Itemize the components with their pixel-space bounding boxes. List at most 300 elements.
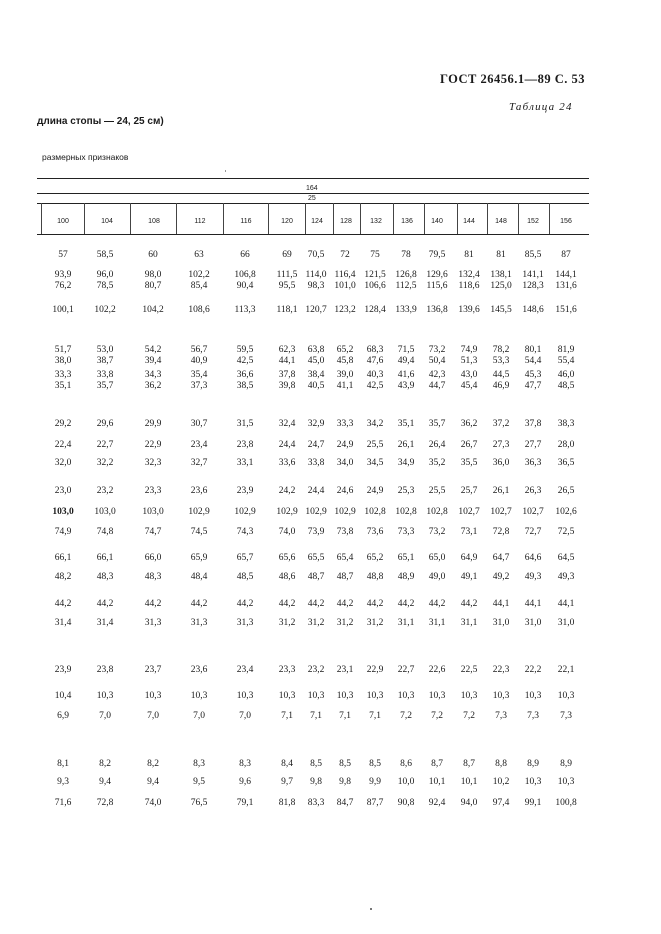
table-cell: 31,4: [54, 618, 72, 628]
document-code: ГОСТ 26456.1—89 С. 53: [440, 72, 586, 86]
table-cell: 102,9: [276, 507, 298, 517]
table-cell: 45,8: [336, 356, 354, 366]
table-cell: 49,0: [428, 572, 446, 582]
table-cell: 74,9: [460, 345, 478, 355]
table-cell: 43,9: [397, 381, 415, 391]
size-header: 100: [57, 218, 69, 225]
table-cell: 126,8: [395, 270, 417, 280]
size-header: 108: [148, 218, 160, 225]
table-cell: 133,9: [395, 305, 417, 315]
table-cell: 66,0: [144, 553, 162, 563]
table-cell: 116,4: [334, 270, 356, 280]
table-cell: 8,7: [431, 759, 443, 769]
table-cell: 37,8: [524, 419, 542, 429]
table-cell: 112,5: [395, 281, 417, 291]
size-header: 132: [370, 218, 382, 225]
table-cell: 23,2: [307, 665, 325, 675]
size-header: 156: [560, 218, 572, 225]
table-cell: 74,7: [144, 527, 162, 537]
table-cell: 31,2: [366, 618, 384, 628]
table-cell: 44,2: [96, 599, 114, 609]
table-cell: 31,0: [492, 618, 510, 628]
table-cell: 33,8: [96, 370, 114, 380]
table-cell: 9,8: [339, 777, 351, 787]
table-cell: 103,0: [52, 507, 74, 517]
table-cell: 53,0: [96, 345, 114, 355]
table-cell: 65,7: [236, 553, 254, 563]
table-cell: 24,9: [366, 486, 384, 496]
table-cell: 71,6: [54, 798, 72, 808]
table-cell: 8,8: [495, 759, 507, 769]
table-cell: 65,2: [336, 345, 354, 355]
table-cell: 38,4: [307, 370, 325, 380]
table-cell: 113,3: [234, 305, 256, 315]
table-cell: 28,0: [557, 440, 575, 450]
table-cell: 7,1: [369, 711, 381, 721]
table-cell: 106,8: [234, 270, 256, 280]
table-cell: 46,9: [492, 381, 510, 391]
table-cell: 76,5: [190, 798, 208, 808]
table-cell: 22,5: [460, 665, 478, 675]
table-cell: 10,3: [236, 691, 254, 701]
table-cell: 48,4: [190, 572, 208, 582]
table-cell: 73,9: [307, 527, 325, 537]
table-cell: 64,7: [492, 553, 510, 563]
table-cell: 87,7: [366, 798, 384, 808]
table-cell: 23,9: [54, 665, 72, 675]
table-cell: 85,4: [190, 281, 208, 291]
table-cell: 9,4: [99, 777, 111, 787]
table-cell: 41,1: [336, 381, 354, 391]
table-cell: 38,3: [557, 419, 575, 429]
table-cell: 23,1: [336, 665, 354, 675]
table-cell: 23,8: [236, 440, 254, 450]
size-header: 148: [495, 218, 507, 225]
table-cell: 36,5: [557, 458, 575, 468]
table-cell: 79,1: [236, 798, 254, 808]
table-cell: 7,0: [193, 711, 205, 721]
table-cell: 53,3: [492, 356, 510, 366]
table-cell: 65,0: [428, 553, 446, 563]
table-cell: 25,7: [460, 486, 478, 496]
table-cell: 102,7: [458, 507, 480, 517]
table-cell: 38,0: [54, 356, 72, 366]
table-cell: 74,9: [54, 527, 72, 537]
table-cell: 102,6: [555, 507, 577, 517]
table-cell: 25,5: [366, 440, 384, 450]
table-cell: 74,0: [144, 798, 162, 808]
table-cell: 64,9: [460, 553, 478, 563]
table-cell: 34,5: [366, 458, 384, 468]
table-cell: 72: [340, 250, 350, 260]
table-cell: 36,6: [236, 370, 254, 380]
table-cell: 22,1: [557, 665, 575, 675]
table-cell: 123,2: [334, 305, 356, 315]
table-cell: 81,8: [278, 798, 296, 808]
table-cell: 38,5: [236, 381, 254, 391]
table-cell: 73,8: [336, 527, 354, 537]
table-cell: 9,5: [193, 777, 205, 787]
table-cell: 10,3: [557, 691, 575, 701]
table-cell: 8,2: [99, 759, 111, 769]
table-cell: 32,3: [144, 458, 162, 468]
table-cell: 36,2: [460, 419, 478, 429]
table-cell: 56,7: [190, 345, 208, 355]
table-cell: 7,1: [339, 711, 351, 721]
table-cell: 81: [496, 250, 506, 260]
table-cell: 74,0: [278, 527, 296, 537]
table-cell: 128,3: [522, 281, 544, 291]
table-cell: 66,1: [54, 553, 72, 563]
table-cell: 35,2: [428, 458, 446, 468]
table-cell: 22,7: [397, 665, 415, 675]
table-cell: 84,7: [336, 798, 354, 808]
table-cell: 10,0: [397, 777, 415, 787]
size-header: 112: [194, 218, 206, 225]
table-cell: 81: [464, 250, 474, 260]
table-cell: 65,9: [190, 553, 208, 563]
table-cell: 102,2: [94, 305, 116, 315]
table-cell: 43,0: [460, 370, 478, 380]
table-cell: 118,1: [276, 305, 298, 315]
table-cell: 22,9: [366, 665, 384, 675]
table-cell: 129,6: [426, 270, 448, 280]
table-cell: 9,4: [147, 777, 159, 787]
table-cell: 25,5: [428, 486, 446, 496]
table-cell: 10,3: [492, 691, 510, 701]
table-cell: 44,2: [307, 599, 325, 609]
table-cell: 68,3: [366, 345, 384, 355]
table-cell: 26,7: [460, 440, 478, 450]
table-cell: 139,6: [458, 305, 480, 315]
table-cell: 29,2: [54, 419, 72, 429]
table-cell: 22,7: [96, 440, 114, 450]
table-cell: 48,5: [236, 572, 254, 582]
table-cell: 48,2: [54, 572, 72, 582]
table-cell: 7,0: [99, 711, 111, 721]
table-cell: 85,5: [524, 250, 542, 260]
table-cell: 48,5: [557, 381, 575, 391]
table-cell: 31,3: [144, 618, 162, 628]
table-cell: 66: [240, 250, 250, 260]
table-cell: 74,8: [96, 527, 114, 537]
table-cell: 44,1: [278, 356, 296, 366]
table-cell: 31,0: [524, 618, 542, 628]
table-cell: 106,6: [364, 281, 386, 291]
table-cell: 34,3: [144, 370, 162, 380]
table-cell: 7,2: [400, 711, 412, 721]
table-cell: 145,5: [490, 305, 512, 315]
table-cell: 7,2: [463, 711, 475, 721]
table-cell: 66,1: [96, 553, 114, 563]
table-cell: 93,9: [54, 270, 72, 280]
table-cell: 121,5: [364, 270, 386, 280]
table-cell: 22,9: [144, 440, 162, 450]
table-cell: 73,3: [397, 527, 415, 537]
table-cell: 29,9: [144, 419, 162, 429]
table-cell: 31,3: [236, 618, 254, 628]
table-cell: 128,4: [364, 305, 386, 315]
table-cell: 6,9: [57, 711, 69, 721]
table-cell: 87: [561, 250, 571, 260]
table-cell: 103,0: [94, 507, 116, 517]
table-cell: 26,5: [557, 486, 575, 496]
table-cell: 74,5: [190, 527, 208, 537]
table-cell: 63,8: [307, 345, 325, 355]
table-cell: 40,5: [307, 381, 325, 391]
table-cell: 36,3: [524, 458, 542, 468]
table-cell: 10,3: [557, 777, 575, 787]
table-cell: 100,1: [52, 305, 74, 315]
table-cell: 32,9: [307, 419, 325, 429]
table-cell: 24,9: [336, 440, 354, 450]
table-cell: 9,6: [239, 777, 251, 787]
table-cell: 32,4: [278, 419, 296, 429]
table-cell: 31,3: [190, 618, 208, 628]
table-cell: 48,9: [397, 572, 415, 582]
table-cell: 65,2: [366, 553, 384, 563]
table-cell: 69: [282, 250, 292, 260]
table-cell: 44,2: [366, 599, 384, 609]
table-cell: 114,0: [305, 270, 327, 280]
table-cell: 103,0: [142, 507, 164, 517]
table-cell: 108,6: [188, 305, 210, 315]
table-cell: 24,6: [336, 486, 354, 496]
table-cell: 49,2: [492, 572, 510, 582]
table-cell: 44,1: [492, 599, 510, 609]
dimension-label: размерных признаков: [42, 152, 129, 162]
table-cell: 22,6: [428, 665, 446, 675]
table-cell: 8,6: [400, 759, 412, 769]
table-cell: 102,9: [188, 507, 210, 517]
table-cell: 75: [370, 250, 380, 260]
table-cell: 31,2: [336, 618, 354, 628]
table-cell: 23,3: [144, 486, 162, 496]
table-cell: 111,5: [276, 270, 298, 280]
table-cell: 35,1: [397, 419, 415, 429]
table-cell: 39,0: [336, 370, 354, 380]
table-cell: 10,3: [397, 691, 415, 701]
table-cell: 65,5: [307, 553, 325, 563]
table-cell: 8,5: [310, 759, 322, 769]
table-cell: 118,6: [458, 281, 480, 291]
table-cell: 65,4: [336, 553, 354, 563]
table-cell: 26,4: [428, 440, 446, 450]
table-cell: 44,1: [557, 599, 575, 609]
table-cell: 63: [194, 250, 204, 260]
table-cell: 34,9: [397, 458, 415, 468]
table-cell: 83,3: [307, 798, 325, 808]
table-cell: 9,8: [310, 777, 322, 787]
table-cell: 10,3: [278, 691, 296, 701]
table-cell: 48,6: [278, 572, 296, 582]
table-cell: 8,4: [281, 759, 293, 769]
table-cell: 65,1: [397, 553, 415, 563]
table-cell: 10,3: [307, 691, 325, 701]
table-cell: 44,2: [54, 599, 72, 609]
table-cell: 72,7: [524, 527, 542, 537]
table-cell: 26,1: [397, 440, 415, 450]
table-cell: 72,8: [96, 798, 114, 808]
table-cell: 44,7: [428, 381, 446, 391]
table-cell: 8,3: [193, 759, 205, 769]
table-cell: 41,6: [397, 370, 415, 380]
table-cell: 54,4: [524, 356, 542, 366]
table-cell: 57: [58, 250, 68, 260]
table-cell: 39,8: [278, 381, 296, 391]
table-cell: 102,9: [334, 507, 356, 517]
table-cell: 72,8: [492, 527, 510, 537]
table-cell: 98,0: [144, 270, 162, 280]
table-cell: 31,2: [307, 618, 325, 628]
table-cell: 44,2: [336, 599, 354, 609]
table-cell: 9,9: [369, 777, 381, 787]
table-cell: 31,1: [397, 618, 415, 628]
table-cell: 10,3: [144, 691, 162, 701]
table-cell: 48,3: [96, 572, 114, 582]
table-cell: 78: [401, 250, 411, 260]
table-cell: 99,1: [524, 798, 542, 808]
table-cell: 49,4: [397, 356, 415, 366]
table-cell: 131,6: [555, 281, 577, 291]
table-cell: 35,5: [460, 458, 478, 468]
table-cell: 80,1: [524, 345, 542, 355]
table-cell: 36,2: [144, 381, 162, 391]
table-cell: 26,3: [524, 486, 542, 496]
table-cell: 65,6: [278, 553, 296, 563]
table-cell: 31,2: [278, 618, 296, 628]
table-cell: 94,0: [460, 798, 478, 808]
table-cell: 25,3: [397, 486, 415, 496]
table-cell: 23,0: [54, 486, 72, 496]
table-cell: 36,0: [492, 458, 510, 468]
table-cell: 78,5: [96, 281, 114, 291]
size-header: 140: [431, 218, 443, 225]
table-cell: 73,1: [460, 527, 478, 537]
table-cell: 32,0: [54, 458, 72, 468]
table-cell: 23,6: [190, 665, 208, 675]
table-cell: 42,5: [236, 356, 254, 366]
table-cell: 55,4: [557, 356, 575, 366]
table-cell: 23,3: [278, 665, 296, 675]
table-cell: 9,3: [57, 777, 69, 787]
table-cell: 100,8: [555, 798, 577, 808]
table-cell: 44,2: [428, 599, 446, 609]
table-cell: 10,3: [336, 691, 354, 701]
table-cell: 35,7: [96, 381, 114, 391]
table-cell: 102,8: [426, 507, 448, 517]
table-cell: 72,5: [557, 527, 575, 537]
table-cell: 47,7: [524, 381, 542, 391]
table-cell: 35,1: [54, 381, 72, 391]
table-cell: 23,4: [190, 440, 208, 450]
table-cell: 7,1: [310, 711, 322, 721]
table-cell: 32,7: [190, 458, 208, 468]
table-cell: 115,6: [426, 281, 448, 291]
table-cell: 49,1: [460, 572, 478, 582]
table-cell: 47,6: [366, 356, 384, 366]
table-cell: 102,8: [395, 507, 417, 517]
table-cell: 40,9: [190, 356, 208, 366]
table-cell: 90,4: [236, 281, 254, 291]
table-cell: 51,3: [460, 356, 478, 366]
scan-speck: [225, 170, 226, 172]
size-header: 136: [401, 218, 413, 225]
scan-speck: [370, 908, 372, 910]
table-cell: 54,2: [144, 345, 162, 355]
size-header: 152: [527, 218, 539, 225]
table-cell: 73,2: [428, 527, 446, 537]
table-cell: 22,2: [524, 665, 542, 675]
size-header: 144: [463, 218, 475, 225]
table-cell: 24,4: [278, 440, 296, 450]
table-cell: 7,2: [431, 711, 443, 721]
table-cell: 101,0: [334, 281, 356, 291]
table-cell: 33,6: [278, 458, 296, 468]
table-cell: 102,2: [188, 270, 210, 280]
table-cell: 44,2: [190, 599, 208, 609]
table-cell: 10,3: [366, 691, 384, 701]
table-cell: 148,6: [522, 305, 544, 315]
table-cell: 44,2: [236, 599, 254, 609]
table-cell: 97,4: [492, 798, 510, 808]
table-cell: 45,4: [460, 381, 478, 391]
table-cell: 24,7: [307, 440, 325, 450]
table-cell: 32,2: [96, 458, 114, 468]
table-cell: 78,2: [492, 345, 510, 355]
table-cell: 10,4: [54, 691, 72, 701]
table-cell: 31,5: [236, 419, 254, 429]
table-cell: 10,3: [428, 691, 446, 701]
table-label: Таблица 24: [509, 101, 573, 113]
table-cell: 95,5: [278, 281, 296, 291]
table-cell: 48,7: [336, 572, 354, 582]
table-cell: 45,0: [307, 356, 325, 366]
size-header: 104: [101, 218, 113, 225]
table-cell: 8,3: [239, 759, 251, 769]
table-cell: 51,7: [54, 345, 72, 355]
table-cell: 44,5: [492, 370, 510, 380]
table-cell: 24,2: [278, 486, 296, 496]
table-cell: 8,1: [57, 759, 69, 769]
table-cell: 23,7: [144, 665, 162, 675]
table-cell: 90,8: [397, 798, 415, 808]
table-cell: 8,9: [527, 759, 539, 769]
table-cell: 29,6: [96, 419, 114, 429]
table-cell: 44,1: [524, 599, 542, 609]
table-cell: 104,2: [142, 305, 164, 315]
table-cell: 10,2: [492, 777, 510, 787]
table-cell: 10,3: [460, 691, 478, 701]
table-cell: 44,2: [278, 599, 296, 609]
table-cell: 96,0: [96, 270, 114, 280]
table-cell: 10,3: [524, 777, 542, 787]
header-foot-value: 25: [308, 195, 316, 202]
table-cell: 136,8: [426, 305, 448, 315]
table-cell: 48,8: [366, 572, 384, 582]
table-cell: 27,7: [524, 440, 542, 450]
table-cell: 31,0: [557, 618, 575, 628]
table-cell: 26,1: [492, 486, 510, 496]
table-cell: 39,4: [144, 356, 162, 366]
table-cell: 10,3: [96, 691, 114, 701]
table-cell: 23,9: [236, 486, 254, 496]
table-cell: 45,3: [524, 370, 542, 380]
table-cell: 10,3: [190, 691, 208, 701]
table-cell: 7,3: [495, 711, 507, 721]
table-cell: 151,6: [555, 305, 577, 315]
table-cell: 60: [148, 250, 158, 260]
